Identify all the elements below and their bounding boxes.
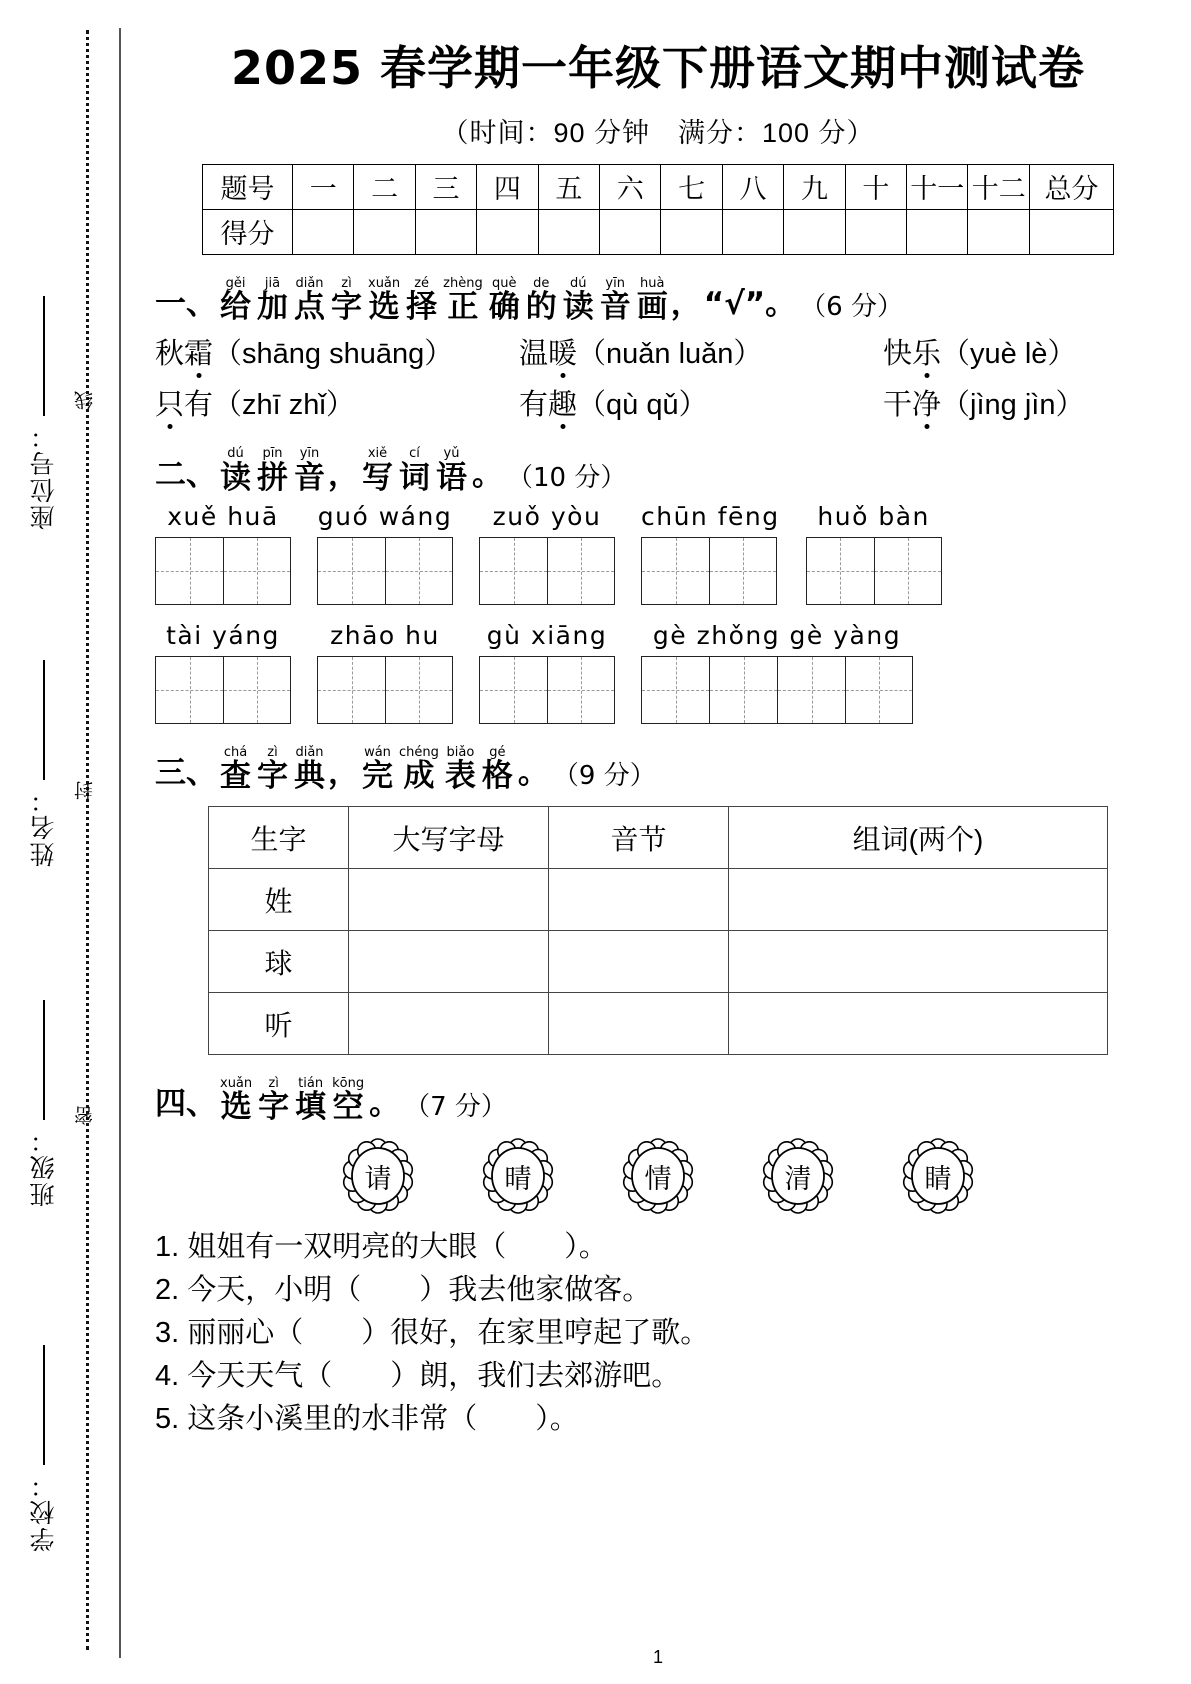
score-table-column-header: 四 xyxy=(477,164,538,209)
pinyin-choice-item[interactable] xyxy=(155,335,519,374)
pinyin-prompt: gù xiāng xyxy=(486,620,608,650)
ruby-pinyin: jiā xyxy=(264,275,281,291)
tianzige-cell[interactable] xyxy=(479,537,547,605)
ruby-hanzi: 音 xyxy=(294,459,325,496)
flower-bubble-char: 请 xyxy=(364,1163,392,1194)
pinyin-choice-item[interactable] xyxy=(519,386,883,425)
section-number-3: 三、 xyxy=(155,755,217,792)
writing-grid-group xyxy=(806,502,942,605)
fill-in-blank-sentence[interactable]: 4. 今天天气（ ）朗，我们去郊游吧。 xyxy=(155,1360,681,1393)
tianzige-cell[interactable] xyxy=(317,537,385,605)
pinyin-options[interactable]: （jìng jìn） xyxy=(941,389,1085,422)
ruby-hanzi: 加 xyxy=(257,289,288,326)
word-prefix: 快 xyxy=(883,338,913,371)
score-table-column-header: 八 xyxy=(722,164,783,209)
tianzige-grid[interactable] xyxy=(317,656,453,724)
tianzige-cell[interactable] xyxy=(641,656,709,724)
score-table-blank-cell[interactable] xyxy=(415,209,476,254)
ruby-hanzi: 写 xyxy=(362,459,393,496)
seal-char-feng: 封 xyxy=(75,780,96,800)
seal-margin-strip xyxy=(0,0,125,1684)
page-title: 2025 春学期一年级下册语文期中测试卷 xyxy=(230,41,1086,95)
pinyin-options[interactable]: （zhī zhǐ） xyxy=(213,389,355,422)
flower-bubble[interactable] xyxy=(752,1137,844,1215)
fill-in-blank-sentence[interactable]: 5. 这条小溪里的水非常（ ）。 xyxy=(155,1403,579,1436)
character-choice-bubbles xyxy=(155,1137,1161,1215)
ruby-hanzi: 字 xyxy=(257,758,288,795)
ruby-pinyin: xiě xyxy=(367,446,388,462)
ruby-char xyxy=(525,275,557,326)
score-table-column-header: 九 xyxy=(784,164,845,209)
tianzige-cell[interactable] xyxy=(547,656,615,724)
section-title-ruby-3 xyxy=(217,744,516,795)
ruby-pinyin: pīn xyxy=(262,446,283,462)
seal-char-mi: 密 xyxy=(75,1105,96,1125)
dictionary-answer-cell[interactable] xyxy=(549,869,729,931)
pinyin-choice-row xyxy=(155,335,1161,374)
ruby-hanzi: 语 xyxy=(436,459,467,496)
flower-bubble[interactable] xyxy=(892,1137,984,1215)
ruby-char xyxy=(599,275,631,326)
flower-bubble-char: 晴 xyxy=(504,1163,532,1194)
section-tail-2: 。 xyxy=(472,456,503,493)
margin-field-class xyxy=(26,1000,62,1207)
ruby-char xyxy=(636,275,668,326)
score-table-row-label: 得分 xyxy=(203,209,293,254)
tianzige-cell[interactable] xyxy=(155,656,223,724)
ruby-char xyxy=(220,275,251,326)
ruby-hanzi: 表 xyxy=(444,758,476,795)
tianzige-cell[interactable] xyxy=(709,537,777,605)
ruby-char xyxy=(368,275,401,326)
ruby-pinyin: gé xyxy=(489,744,506,760)
score-table-blank-cell[interactable] xyxy=(907,209,968,254)
pinyin-prompt: chūn fēng xyxy=(641,501,780,531)
ruby-hanzi: 正 xyxy=(447,289,479,326)
ruby-char xyxy=(331,275,362,326)
pinyin-prompt: zuǒ yòu xyxy=(492,501,602,531)
writing-grid-group xyxy=(641,621,913,724)
ruby-pinyin: tián xyxy=(298,1076,324,1092)
ruby-pinyin: zì xyxy=(268,1076,279,1092)
tianzige-cell[interactable] xyxy=(317,656,385,724)
writing-grid-group xyxy=(155,621,291,724)
score-table-column-header: 一 xyxy=(293,164,354,209)
fill-in-blank-sentence[interactable]: 1. 姐姐有一双明亮的大眼（ ）。 xyxy=(155,1231,608,1264)
writing-grid-group xyxy=(641,502,780,605)
ruby-pinyin: diǎn xyxy=(295,744,324,760)
section-points-2: （10 分） xyxy=(507,462,627,493)
score-table-column-header: 十一 xyxy=(907,164,968,209)
ruby-hanzi: 字 xyxy=(258,1089,290,1126)
ruby-char xyxy=(562,275,594,326)
ruby-hanzi: 读 xyxy=(220,459,251,496)
ruby-pinyin: huà xyxy=(639,275,665,291)
writing-grid-group xyxy=(155,502,291,605)
fill-in-blank-sentence[interactable]: 2. 今天，小明（ ）我去他家做客。 xyxy=(155,1274,652,1307)
question-4-sentences xyxy=(155,1233,1161,1434)
ruby-hanzi: 选 xyxy=(368,289,400,326)
ruby-pinyin: què xyxy=(491,275,517,291)
ruby-char xyxy=(257,744,288,795)
dotted-target-char: 暖 xyxy=(548,335,577,374)
score-table-column-header: 十 xyxy=(845,164,906,209)
tianzige-cell[interactable] xyxy=(223,537,291,605)
tianzige-cell[interactable] xyxy=(385,656,453,724)
ruby-hanzi: 填 xyxy=(295,1089,327,1126)
margin-field-seat-number xyxy=(26,296,62,530)
ruby-hanzi: 音 xyxy=(599,289,631,326)
ruby-hanzi: 成 xyxy=(403,758,435,795)
section-heading-2 xyxy=(155,446,1161,496)
pinyin-prompt: tài yáng xyxy=(166,620,280,650)
ruby-char xyxy=(220,446,251,496)
dictionary-char-cell: 球 xyxy=(209,931,349,993)
ruby-pinyin: chéng xyxy=(399,744,439,760)
pinyin-prompt: gè zhǒng gè yàng xyxy=(652,620,902,650)
dictionary-answer-cell[interactable] xyxy=(549,993,729,1055)
ruby-char xyxy=(294,275,325,326)
tianzige-grid[interactable] xyxy=(155,656,291,724)
score-table-column-header: 三 xyxy=(415,164,476,209)
tianzige-grid[interactable] xyxy=(641,656,913,724)
word-suffix: 有 xyxy=(184,389,214,422)
dotted-target-char: 净 xyxy=(912,386,941,425)
score-table-blank-cell[interactable] xyxy=(661,209,722,254)
margin-field-school xyxy=(26,1345,62,1552)
score-table-container xyxy=(202,164,1114,255)
tianzige-cell[interactable] xyxy=(709,656,777,724)
margin-label-name: 姓名： xyxy=(30,786,58,867)
ruby-hanzi: 确 xyxy=(488,289,520,326)
writing-grid-group xyxy=(317,621,453,724)
tianzige-grid[interactable] xyxy=(479,537,615,605)
paper-subtitle: （时间：90 分钟 满分：100 分） xyxy=(441,117,875,148)
dictionary-answer-cell[interactable] xyxy=(729,993,1108,1055)
section-points-4: （7 分） xyxy=(404,1092,507,1123)
word-prefix: 有 xyxy=(519,389,549,422)
ruby-char xyxy=(399,446,430,496)
score-table-blank-cell[interactable] xyxy=(354,209,415,254)
ruby-hanzi: 择 xyxy=(406,289,438,326)
tianzige-grid[interactable] xyxy=(479,656,615,724)
score-table-column-header: 十二 xyxy=(968,164,1030,209)
writing-grid-group xyxy=(317,502,453,605)
fill-in-blank-sentence[interactable]: 3. 丽丽心（ ）很好，在家里哼起了歌。 xyxy=(155,1317,710,1350)
ruby-pinyin: yǔ xyxy=(443,446,460,462)
section-number-1: 一、 xyxy=(155,286,217,323)
tianzige-grid[interactable] xyxy=(317,537,453,605)
score-table-blank-cell[interactable] xyxy=(1030,209,1114,254)
pinyin-prompt: zhāo hu xyxy=(330,620,440,650)
ruby-char xyxy=(443,275,483,326)
score-table-blank-cell[interactable] xyxy=(600,209,661,254)
dictionary-answer-cell[interactable] xyxy=(549,931,729,993)
pinyin-choice-item[interactable] xyxy=(519,335,883,374)
tianzige-cell[interactable] xyxy=(547,537,615,605)
ruby-hanzi: 选 xyxy=(220,1089,252,1126)
dictionary-answer-cell[interactable] xyxy=(729,869,1108,931)
pinyin-choice-item[interactable] xyxy=(883,335,1076,374)
question-1-items xyxy=(155,335,1161,425)
tianzige-cell[interactable] xyxy=(479,656,547,724)
margin-rule-school xyxy=(43,1345,45,1465)
section-tail-3: 。 xyxy=(517,755,549,792)
ruby-hanzi: 的 xyxy=(525,289,557,326)
ruby-char xyxy=(362,446,393,496)
ruby-comma: ， xyxy=(328,456,359,493)
ruby-char xyxy=(362,744,393,795)
score-table-blank-cell[interactable] xyxy=(293,209,354,254)
score-table-column-header: 六 xyxy=(600,164,661,209)
dictionary-column-header: 大写字母 xyxy=(349,807,549,869)
tianzige-cell[interactable] xyxy=(777,656,845,724)
dictionary-table xyxy=(208,806,1108,1055)
pinyin-choice-row xyxy=(155,386,1161,425)
table-row xyxy=(209,931,1108,993)
writing-grid-row xyxy=(155,621,1161,724)
flower-bubble-char: 清 xyxy=(784,1163,812,1194)
ruby-char xyxy=(257,275,288,326)
pinyin-choice-item[interactable] xyxy=(155,386,519,425)
section-title-ruby-2 xyxy=(217,446,470,496)
margin-rule-class xyxy=(43,1000,45,1120)
ruby-hanzi: 典 xyxy=(294,758,325,795)
ruby-pinyin: xuǎn xyxy=(368,275,401,291)
ruby-pinyin: xuǎn xyxy=(220,1076,253,1092)
score-table-column-header: 五 xyxy=(538,164,599,209)
score-table-column-header: 二 xyxy=(354,164,415,209)
score-table-blank-cell[interactable] xyxy=(845,209,906,254)
tianzige-grid[interactable] xyxy=(155,537,291,605)
tianzige-cell[interactable] xyxy=(874,537,942,605)
ruby-char xyxy=(295,1076,327,1126)
flower-bubble[interactable] xyxy=(612,1137,704,1215)
page-number: 1 xyxy=(652,1647,663,1667)
margin-label-class: 班级： xyxy=(30,1126,58,1207)
flower-bubble[interactable] xyxy=(332,1137,424,1215)
ruby-pinyin: zhèng xyxy=(443,275,483,291)
ruby-pinyin: yīn xyxy=(605,275,625,291)
ruby-hanzi: 完 xyxy=(362,758,393,795)
table-row xyxy=(209,869,1108,931)
ruby-pinyin: cí xyxy=(409,446,420,462)
section-heading-4 xyxy=(155,1076,1161,1126)
ruby-pinyin: gěi xyxy=(225,275,246,291)
ruby-pinyin: zì xyxy=(267,744,278,760)
score-table xyxy=(202,164,1114,255)
word-prefix: 干 xyxy=(883,389,913,422)
ruby-char xyxy=(220,744,251,795)
tianzige-cell[interactable] xyxy=(223,656,291,724)
ruby-char xyxy=(220,1076,253,1126)
score-table-blank-cell[interactable] xyxy=(784,209,845,254)
dictionary-answer-cell[interactable] xyxy=(349,931,549,993)
margin-label-school: 学校： xyxy=(30,1471,58,1552)
pinyin-prompt: guó wáng xyxy=(317,501,453,531)
ruby-hanzi: 读 xyxy=(562,289,594,326)
score-table-column-header: 总分 xyxy=(1030,164,1114,209)
margin-rule-seat-number xyxy=(43,296,45,416)
dictionary-column-header: 组词(两个) xyxy=(729,807,1108,869)
pinyin-options[interactable]: （qù qǔ） xyxy=(577,389,708,422)
writing-grid-group xyxy=(479,502,615,605)
ruby-pinyin: wán xyxy=(364,744,391,760)
pinyin-options[interactable]: （shāng shuāng） xyxy=(213,338,454,371)
writing-grid-group xyxy=(479,621,615,724)
ruby-char xyxy=(481,744,513,795)
score-table-row xyxy=(203,164,1114,209)
margin-field-name xyxy=(26,660,62,867)
ruby-pinyin: yīn xyxy=(299,446,320,462)
pinyin-prompt: xuě huā xyxy=(167,501,279,531)
tianzige-grid[interactable] xyxy=(806,537,942,605)
margin-label-seat-number: 座位号： xyxy=(30,422,58,530)
seal-char-xian: 线 xyxy=(75,390,96,410)
word-prefix: 温 xyxy=(519,338,549,371)
ruby-char xyxy=(444,744,476,795)
tianzige-cell[interactable] xyxy=(641,537,709,605)
score-table-blank-cell[interactable] xyxy=(477,209,538,254)
ruby-char xyxy=(399,744,439,795)
ruby-pinyin: zì xyxy=(341,275,352,291)
ruby-hanzi: 格 xyxy=(481,758,513,795)
section-title-ruby-4 xyxy=(217,1076,367,1126)
score-table-row-label: 题号 xyxy=(203,164,293,209)
ruby-pinyin: diǎn xyxy=(295,275,324,291)
ruby-comma: ， xyxy=(328,755,359,792)
score-table-blank-cell[interactable] xyxy=(538,209,599,254)
ruby-char xyxy=(332,1076,365,1126)
section-tail-4: 。 xyxy=(369,1086,401,1123)
dotted-target-char: 趣 xyxy=(548,386,577,425)
dictionary-answer-cell[interactable] xyxy=(349,869,549,931)
score-table-row xyxy=(203,209,1114,254)
dictionary-answer-cell[interactable] xyxy=(349,993,549,1055)
ruby-hanzi: 查 xyxy=(220,758,251,795)
pinyin-choice-item[interactable] xyxy=(883,386,1084,425)
margin-divider-line xyxy=(119,28,121,1658)
ruby-pinyin: dú xyxy=(227,446,244,462)
ruby-hanzi: 画 xyxy=(636,289,668,326)
ruby-pinyin: dú xyxy=(569,275,587,291)
dictionary-char-cell: 听 xyxy=(209,993,349,1055)
flower-bubble-char: 情 xyxy=(644,1163,672,1194)
score-table-column-header: 七 xyxy=(661,164,722,209)
ruby-char xyxy=(294,446,325,496)
section-points-1: （6 分） xyxy=(800,292,903,323)
margin-rule-name xyxy=(43,660,45,780)
ruby-hanzi: 给 xyxy=(220,289,251,326)
dotted-target-char: 霜 xyxy=(184,335,213,374)
pinyin-options[interactable]: （yuè lè） xyxy=(941,338,1077,371)
ruby-char xyxy=(258,1076,290,1126)
section-points-3: （9 分） xyxy=(552,761,656,792)
ruby-hanzi: 点 xyxy=(294,289,325,326)
ruby-hanzi: 拼 xyxy=(257,459,288,496)
ruby-pinyin: zé xyxy=(414,275,430,291)
section-number-2: 二、 xyxy=(155,456,217,493)
section-title-ruby-1 xyxy=(217,275,702,326)
tianzige-cell[interactable] xyxy=(385,537,453,605)
flower-bubble[interactable] xyxy=(472,1137,564,1215)
ruby-char xyxy=(436,446,467,496)
exam-paper-body xyxy=(125,0,1191,1684)
section-heading-1 xyxy=(155,275,1161,326)
ruby-hanzi: 字 xyxy=(331,289,362,326)
ruby-pinyin: biǎo xyxy=(446,744,475,760)
dictionary-column-header: 音节 xyxy=(549,807,729,869)
ruby-hanzi: 空 xyxy=(332,1089,364,1126)
ruby-char xyxy=(257,446,288,496)
word-prefix: 秋 xyxy=(155,338,185,371)
pinyin-options[interactable]: （nuǎn luǎn） xyxy=(577,338,763,371)
ruby-pinyin: chá xyxy=(223,744,248,760)
dictionary-column-header: 生字 xyxy=(209,807,349,869)
tianzige-cell[interactable] xyxy=(155,537,223,605)
flower-bubble-char: 睛 xyxy=(924,1163,952,1194)
table-row xyxy=(209,993,1108,1055)
ruby-pinyin: kōng xyxy=(332,1076,365,1092)
score-table-blank-cell[interactable] xyxy=(722,209,783,254)
section-tail-1: “√”。 xyxy=(703,286,797,323)
dotted-target-char: 只 xyxy=(155,386,184,425)
dictionary-answer-cell[interactable] xyxy=(729,931,1108,993)
tianzige-cell[interactable] xyxy=(845,656,913,724)
ruby-char xyxy=(488,275,520,326)
dictionary-char-cell: 姓 xyxy=(209,869,349,931)
section-heading-3 xyxy=(155,744,1161,795)
ruby-hanzi: 词 xyxy=(399,459,430,496)
ruby-char xyxy=(294,744,325,795)
ruby-comma: ， xyxy=(670,286,702,323)
writing-grid-row xyxy=(155,502,1161,605)
score-table-blank-cell[interactable] xyxy=(968,209,1030,254)
tianzige-grid[interactable] xyxy=(641,537,780,605)
pinyin-prompt: huǒ bàn xyxy=(817,501,930,531)
question-2-writing-grids xyxy=(155,502,1161,724)
section-number-4: 四、 xyxy=(155,1086,217,1123)
ruby-pinyin: de xyxy=(533,275,550,291)
seal-dotted-line xyxy=(86,30,89,1650)
dotted-target-char: 乐 xyxy=(912,335,941,374)
ruby-char xyxy=(406,275,438,326)
tianzige-cell[interactable] xyxy=(806,537,874,605)
